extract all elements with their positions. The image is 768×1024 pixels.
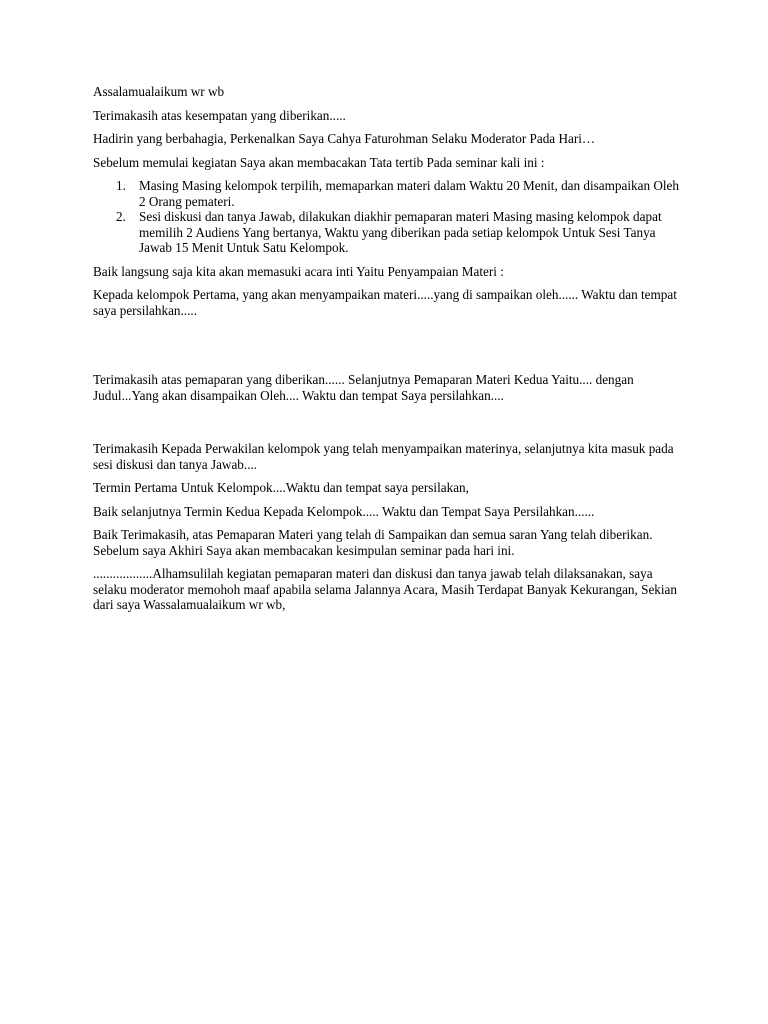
closing-paragraph: ..................Alhamsulilah kegiatan pemaparan materi dan diskusi dan tanya jawab telah dilaksanakan, saya selaku moderator memohoh maaf apabila selama Jalannya Acara, Masih Terdapat Banyak Kekurangan, Sekian dari saya Wassalamualaikum wr wb,	[93, 566, 677, 612]
conclusion-paragraph: Baik Terimakasih, atas Pemaparan Materi yang telah di Sampaikan dan semua saran Yang telah diberikan. Sebelum saya Akhiri Saya akan membacakan kesimpulan seminar pada hari ini.	[93, 527, 653, 558]
rules-intro-paragraph: Sebelum memulai kegiatan Saya akan membacakan Tata tertib Pada seminar kali ini :	[93, 154, 545, 170]
rule-number: 2.	[116, 209, 126, 224]
rules-list	[93, 178, 683, 256]
first-group-paragraph: Kepada kelompok Pertama, yang akan menyampaikan materi.....yang di sampaikan oleh...... Waktu dan tempat saya persilahkan.....	[93, 287, 677, 318]
blank-space	[93, 411, 683, 441]
thanks-opportunity-paragraph: Terimakasih atas kesempatan yang diberikan.....	[93, 107, 346, 123]
second-term-paragraph: Baik selanjutnya Termin Kedua Kepada Kelompok..... Waktu dan Tempat Saya Persilahkan......	[93, 503, 595, 519]
blank-space	[93, 326, 683, 372]
rule-number: 1.	[116, 178, 126, 193]
greeting-paragraph: Assalamualaikum wr wb	[93, 84, 225, 99]
discussion-session-paragraph: Terimakasih Kepada Perwakilan kelompok yang telah menyampaikan materinya, selanjutnya kita masuk pada sesi diskusi dan tanya Jawab....	[93, 441, 674, 472]
first-term-paragraph: Termin Pertama Untuk Kelompok....Waktu dan tempat saya persilakan,	[93, 480, 469, 495]
introduction-paragraph: Hadirin yang berbahagia, Perkenalkan Saya Cahya Faturohman Selaku Moderator Pada Hari…	[93, 131, 596, 146]
document-body	[93, 84, 683, 621]
main-event-paragraph: Baik langsung saja kita akan memasuki acara inti Yaitu Penyampaian Materi :	[93, 263, 504, 279]
rule-item	[93, 178, 683, 209]
rule-text: Sesi diskusi dan tanya Jawab, dilakukan diakhir pemaparan materi Masing masing kelompok dapat memilih 2 Audiens Yang bertanya, Waktu yang diberikan pada setiap kelompok Untuk Sesi Tanya Jawab 15 Menit Untuk Satu Kelompok.	[139, 209, 662, 255]
rule-text: Masing Masing kelompok terpilih, memaparkan materi dalam Waktu 20 Menit, dan disampaikan Oleh 2 Orang pemateri.	[139, 178, 679, 209]
rule-item	[93, 209, 683, 256]
second-material-paragraph: Terimakasih atas pemaparan yang diberikan...... Selanjutnya Pemaparan Materi Kedua Yaitu.... dengan Judul...Yang akan disampaikan Oleh.... Waktu dan tempat Saya persilahkan....	[93, 372, 634, 403]
